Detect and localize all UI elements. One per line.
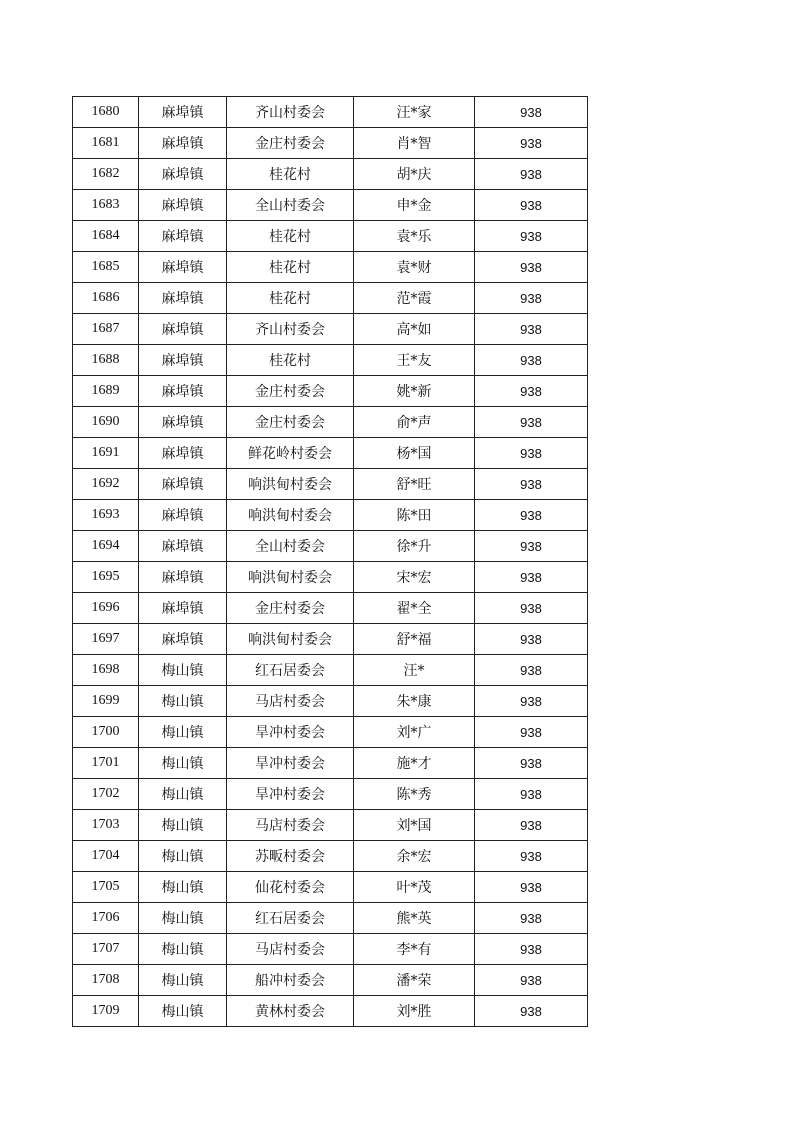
row-number-cell: 1682	[73, 159, 139, 190]
village-cell: 马店村委会	[227, 934, 354, 965]
village-cell: 船冲村委会	[227, 965, 354, 996]
row-number-cell: 1705	[73, 872, 139, 903]
person-name-cell: 施*才	[354, 748, 475, 779]
village-cell: 全山村委会	[227, 190, 354, 221]
town-cell: 麻埠镇	[139, 624, 227, 655]
town-cell: 麻埠镇	[139, 438, 227, 469]
town-cell: 梅山镇	[139, 872, 227, 903]
amount-cell: 938	[475, 624, 588, 655]
village-cell: 红石居委会	[227, 903, 354, 934]
table-row	[73, 779, 588, 810]
roster-table	[72, 96, 588, 1027]
town-cell: 麻埠镇	[139, 562, 227, 593]
amount-cell: 938	[475, 717, 588, 748]
town-cell: 麻埠镇	[139, 593, 227, 624]
row-number-cell: 1694	[73, 531, 139, 562]
village-cell: 响洪甸村委会	[227, 469, 354, 500]
amount-cell: 938	[475, 283, 588, 314]
town-cell: 麻埠镇	[139, 283, 227, 314]
row-number-cell: 1683	[73, 190, 139, 221]
village-cell: 齐山村委会	[227, 97, 354, 128]
table-row	[73, 903, 588, 934]
village-cell: 马店村委会	[227, 810, 354, 841]
person-name-cell: 翟*全	[354, 593, 475, 624]
village-cell: 金庄村委会	[227, 593, 354, 624]
amount-cell: 938	[475, 655, 588, 686]
village-cell: 苏畈村委会	[227, 841, 354, 872]
village-cell: 马店村委会	[227, 686, 354, 717]
town-cell: 麻埠镇	[139, 469, 227, 500]
row-number-cell: 1709	[73, 996, 139, 1027]
village-cell: 旱冲村委会	[227, 717, 354, 748]
person-name-cell: 高*如	[354, 314, 475, 345]
table-row	[73, 841, 588, 872]
amount-cell: 938	[475, 345, 588, 376]
person-name-cell: 胡*庆	[354, 159, 475, 190]
row-number-cell: 1680	[73, 97, 139, 128]
town-cell: 麻埠镇	[139, 221, 227, 252]
person-name-cell: 刘*广	[354, 717, 475, 748]
amount-cell: 938	[475, 903, 588, 934]
row-number-cell: 1707	[73, 934, 139, 965]
town-cell: 梅山镇	[139, 965, 227, 996]
amount-cell: 938	[475, 314, 588, 345]
amount-cell: 938	[475, 221, 588, 252]
amount-cell: 938	[475, 376, 588, 407]
person-name-cell: 朱*康	[354, 686, 475, 717]
amount-cell: 938	[475, 438, 588, 469]
row-number-cell: 1688	[73, 345, 139, 376]
row-number-cell: 1695	[73, 562, 139, 593]
town-cell: 麻埠镇	[139, 97, 227, 128]
amount-cell: 938	[475, 97, 588, 128]
amount-cell: 938	[475, 190, 588, 221]
table-row	[73, 345, 588, 376]
town-cell: 梅山镇	[139, 748, 227, 779]
town-cell: 麻埠镇	[139, 252, 227, 283]
table-row	[73, 996, 588, 1027]
table-row	[73, 655, 588, 686]
town-cell: 麻埠镇	[139, 500, 227, 531]
amount-cell: 938	[475, 779, 588, 810]
table-row	[73, 934, 588, 965]
person-name-cell: 汪*家	[354, 97, 475, 128]
person-name-cell: 肖*智	[354, 128, 475, 159]
table-row	[73, 376, 588, 407]
village-cell: 黄林村委会	[227, 996, 354, 1027]
table-row	[73, 97, 588, 128]
village-cell: 桂花村	[227, 283, 354, 314]
village-cell: 桂花村	[227, 252, 354, 283]
table-row	[73, 531, 588, 562]
town-cell: 梅山镇	[139, 996, 227, 1027]
table-row	[73, 407, 588, 438]
table-row	[73, 159, 588, 190]
village-cell: 全山村委会	[227, 531, 354, 562]
person-name-cell: 杨*国	[354, 438, 475, 469]
amount-cell: 938	[475, 593, 588, 624]
person-name-cell: 舒*旺	[354, 469, 475, 500]
table-row	[73, 128, 588, 159]
town-cell: 梅山镇	[139, 686, 227, 717]
person-name-cell: 汪*	[354, 655, 475, 686]
table-row	[73, 965, 588, 996]
amount-cell: 938	[475, 531, 588, 562]
table-row	[73, 686, 588, 717]
amount-cell: 938	[475, 562, 588, 593]
person-name-cell: 刘*国	[354, 810, 475, 841]
town-cell: 梅山镇	[139, 717, 227, 748]
person-name-cell: 刘*胜	[354, 996, 475, 1027]
amount-cell: 938	[475, 128, 588, 159]
person-name-cell: 陈*秀	[354, 779, 475, 810]
village-cell: 仙花村委会	[227, 872, 354, 903]
town-cell: 梅山镇	[139, 841, 227, 872]
table-row	[73, 748, 588, 779]
row-number-cell: 1681	[73, 128, 139, 159]
town-cell: 麻埠镇	[139, 128, 227, 159]
village-cell: 齐山村委会	[227, 314, 354, 345]
village-cell: 响洪甸村委会	[227, 562, 354, 593]
town-cell: 麻埠镇	[139, 407, 227, 438]
amount-cell: 938	[475, 469, 588, 500]
person-name-cell: 范*霞	[354, 283, 475, 314]
village-cell: 旱冲村委会	[227, 748, 354, 779]
town-cell: 麻埠镇	[139, 159, 227, 190]
table-row	[73, 872, 588, 903]
person-name-cell: 舒*福	[354, 624, 475, 655]
row-number-cell: 1691	[73, 438, 139, 469]
town-cell: 麻埠镇	[139, 376, 227, 407]
row-number-cell: 1693	[73, 500, 139, 531]
row-number-cell: 1689	[73, 376, 139, 407]
row-number-cell: 1686	[73, 283, 139, 314]
person-name-cell: 余*宏	[354, 841, 475, 872]
table-row	[73, 221, 588, 252]
table-row	[73, 283, 588, 314]
person-name-cell: 姚*新	[354, 376, 475, 407]
person-name-cell: 李*有	[354, 934, 475, 965]
person-name-cell: 申*金	[354, 190, 475, 221]
row-number-cell: 1701	[73, 748, 139, 779]
table-row	[73, 562, 588, 593]
table-row	[73, 593, 588, 624]
amount-cell: 938	[475, 159, 588, 190]
table-row	[73, 624, 588, 655]
village-cell: 桂花村	[227, 159, 354, 190]
table-row	[73, 252, 588, 283]
row-number-cell: 1706	[73, 903, 139, 934]
row-number-cell: 1687	[73, 314, 139, 345]
table-row	[73, 190, 588, 221]
roster-table-body	[73, 97, 588, 1027]
row-number-cell: 1697	[73, 624, 139, 655]
town-cell: 梅山镇	[139, 810, 227, 841]
amount-cell: 938	[475, 965, 588, 996]
village-cell: 桂花村	[227, 345, 354, 376]
amount-cell: 938	[475, 500, 588, 531]
amount-cell: 938	[475, 748, 588, 779]
row-number-cell: 1699	[73, 686, 139, 717]
town-cell: 麻埠镇	[139, 531, 227, 562]
table-row	[73, 500, 588, 531]
amount-cell: 938	[475, 841, 588, 872]
amount-cell: 938	[475, 686, 588, 717]
person-name-cell: 俞*声	[354, 407, 475, 438]
amount-cell: 938	[475, 407, 588, 438]
town-cell: 梅山镇	[139, 779, 227, 810]
roster-table-container	[72, 96, 588, 1027]
person-name-cell: 潘*荣	[354, 965, 475, 996]
person-name-cell: 徐*升	[354, 531, 475, 562]
village-cell: 响洪甸村委会	[227, 500, 354, 531]
person-name-cell: 叶*茂	[354, 872, 475, 903]
village-cell: 鲜花岭村委会	[227, 438, 354, 469]
row-number-cell: 1698	[73, 655, 139, 686]
row-number-cell: 1700	[73, 717, 139, 748]
row-number-cell: 1690	[73, 407, 139, 438]
table-row	[73, 469, 588, 500]
village-cell: 旱冲村委会	[227, 779, 354, 810]
row-number-cell: 1702	[73, 779, 139, 810]
row-number-cell: 1692	[73, 469, 139, 500]
amount-cell: 938	[475, 872, 588, 903]
town-cell: 麻埠镇	[139, 345, 227, 376]
village-cell: 响洪甸村委会	[227, 624, 354, 655]
village-cell: 红石居委会	[227, 655, 354, 686]
village-cell: 金庄村委会	[227, 128, 354, 159]
row-number-cell: 1704	[73, 841, 139, 872]
row-number-cell: 1708	[73, 965, 139, 996]
village-cell: 金庄村委会	[227, 376, 354, 407]
amount-cell: 938	[475, 810, 588, 841]
village-cell: 金庄村委会	[227, 407, 354, 438]
town-cell: 梅山镇	[139, 903, 227, 934]
table-row	[73, 810, 588, 841]
town-cell: 麻埠镇	[139, 190, 227, 221]
village-cell: 桂花村	[227, 221, 354, 252]
table-row	[73, 314, 588, 345]
row-number-cell: 1685	[73, 252, 139, 283]
amount-cell: 938	[475, 252, 588, 283]
table-row	[73, 438, 588, 469]
table-row	[73, 717, 588, 748]
person-name-cell: 王*友	[354, 345, 475, 376]
amount-cell: 938	[475, 996, 588, 1027]
person-name-cell: 宋*宏	[354, 562, 475, 593]
amount-cell: 938	[475, 934, 588, 965]
person-name-cell: 陈*田	[354, 500, 475, 531]
town-cell: 梅山镇	[139, 934, 227, 965]
person-name-cell: 熊*英	[354, 903, 475, 934]
town-cell: 梅山镇	[139, 655, 227, 686]
person-name-cell: 袁*财	[354, 252, 475, 283]
person-name-cell: 袁*乐	[354, 221, 475, 252]
row-number-cell: 1684	[73, 221, 139, 252]
row-number-cell: 1696	[73, 593, 139, 624]
row-number-cell: 1703	[73, 810, 139, 841]
town-cell: 麻埠镇	[139, 314, 227, 345]
